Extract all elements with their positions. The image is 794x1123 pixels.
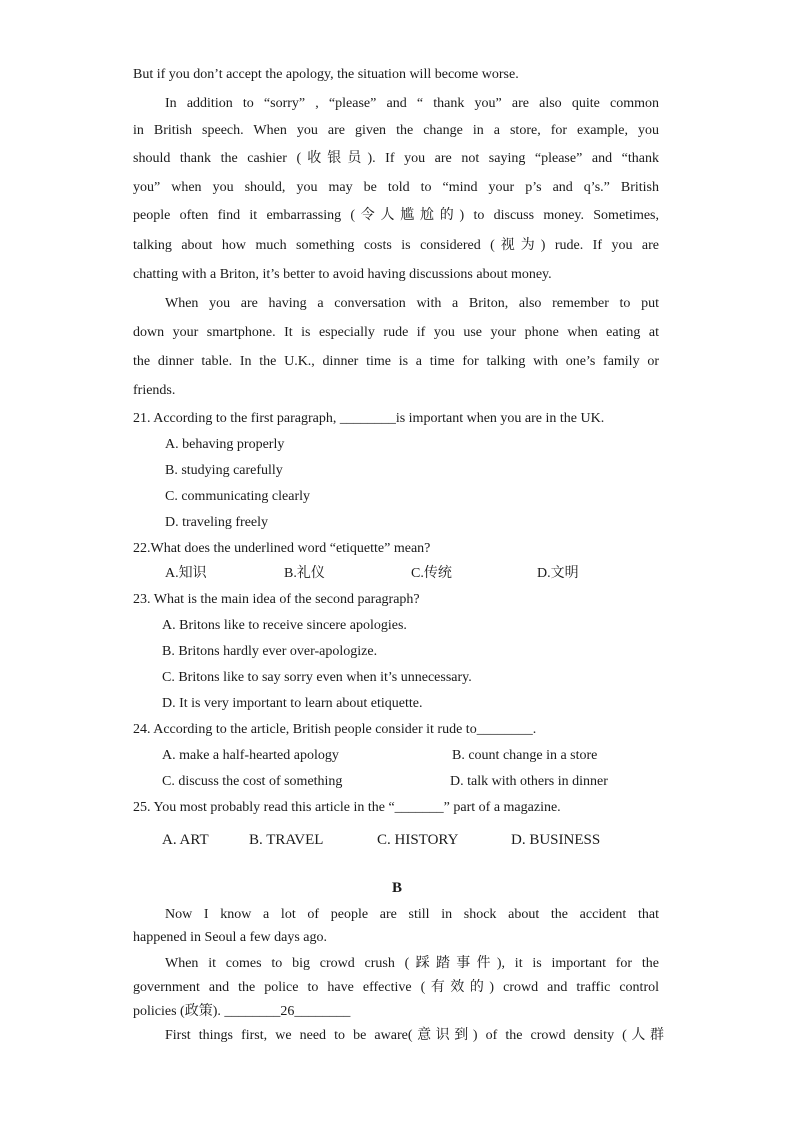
paragraph-line: When it comes to big crowd crush (踩踏事件), it is important for the [165, 956, 659, 971]
question-24-option-c[interactable]: C. discuss the cost of something [162, 774, 343, 789]
question-22-option-b[interactable]: B.礼仪 [284, 566, 325, 581]
paragraph-line: should thank the cashier (收银员). If you are not saying “please” and “thank [133, 151, 659, 166]
question-21-option-b[interactable]: B. studying carefully [165, 463, 283, 478]
question-21-stem: 21. According to the first paragraph, ________is important when you are in the UK. [133, 411, 605, 426]
question-25-option-d[interactable]: D. BUSINESS [511, 832, 601, 848]
paragraph-line: down your smartphone. It is especially rude if you use your phone when eating at [133, 325, 659, 340]
question-25-option-b[interactable]: B. TRAVEL [249, 832, 324, 848]
question-24-option-a[interactable]: A. make a half-hearted apology [162, 748, 339, 763]
question-21-option-a[interactable]: A. behaving properly [165, 437, 285, 452]
paragraph-line: you” when you should, you may be told to “mind your p’s and q’s.” British [133, 180, 659, 195]
question-23-stem: 23. What is the main idea of the second paragraph? [133, 592, 420, 607]
question-22-option-d[interactable]: D.文明 [537, 566, 579, 581]
question-23-option-c[interactable]: C. Britons like to say sorry even when it’s unnecessary. [162, 670, 472, 685]
paragraph-line: in British speech. When you are given the change in a store, for example, you [133, 123, 659, 138]
question-25-stem: 25. You most probably read this article in the “_______” part of a magazine. [133, 800, 561, 815]
question-23-option-a[interactable]: A. Britons like to receive sincere apologies. [162, 618, 407, 633]
paragraph-line: But if you don’t accept the apology, the situation will become worse. [133, 67, 519, 82]
question-25-option-a[interactable]: A. ART [162, 832, 209, 848]
question-24-option-b[interactable]: B. count change in a store [452, 748, 598, 763]
question-21-option-c[interactable]: C. communicating clearly [165, 489, 311, 504]
paragraph-line: happened in Seoul a few days ago. [133, 930, 327, 945]
question-24-stem: 24. According to the article, British people consider it rude to________. [133, 722, 537, 737]
paragraph-line: government and the police to have effective (有效的) crowd and traffic control [133, 980, 659, 995]
question-22-option-c[interactable]: C.传统 [411, 566, 452, 581]
question-22-option-a[interactable]: A.知识 [165, 566, 207, 581]
paragraph-line: In addition to “sorry” , “please” and “ thank you” are also quite common [165, 96, 659, 111]
paragraph-line: First things first, we need to be aware(意识到) of the crowd density (人群 [165, 1028, 664, 1043]
question-24-option-d[interactable]: D. talk with others in dinner [450, 774, 608, 789]
section-heading: B [391, 880, 402, 896]
question-22-stem: 22.What does the underlined word “etiquette” mean? [133, 541, 431, 556]
question-25-option-c[interactable]: C. HISTORY [377, 832, 459, 848]
paragraph-line: chatting with a Briton, it’s better to avoid having discussions about money. [133, 267, 552, 282]
paragraph-line: talking about how much something costs is considered (视为) rude. If you are [133, 238, 659, 253]
question-21-option-d[interactable]: D. traveling freely [165, 515, 269, 530]
question-23-option-b[interactable]: B. Britons hardly ever over-apologize. [162, 644, 378, 659]
paragraph-line: the dinner table. In the U.K., dinner time is a time for talking with one’s family or [133, 354, 659, 369]
paragraph-line: people often find it embarrassing (令人尴尬的) to discuss money. Sometimes, [133, 208, 659, 223]
paragraph-line: policies (政策). ________26________ [133, 1004, 351, 1019]
question-23-option-d[interactable]: D. It is very important to learn about etiquette. [162, 696, 423, 711]
paragraph-line: friends. [133, 383, 176, 398]
paragraph-line: Now I know a lot of people are still in shock about the accident that [165, 907, 659, 922]
paragraph-line: When you are having a conversation with a Briton, also remember to put [165, 296, 659, 311]
